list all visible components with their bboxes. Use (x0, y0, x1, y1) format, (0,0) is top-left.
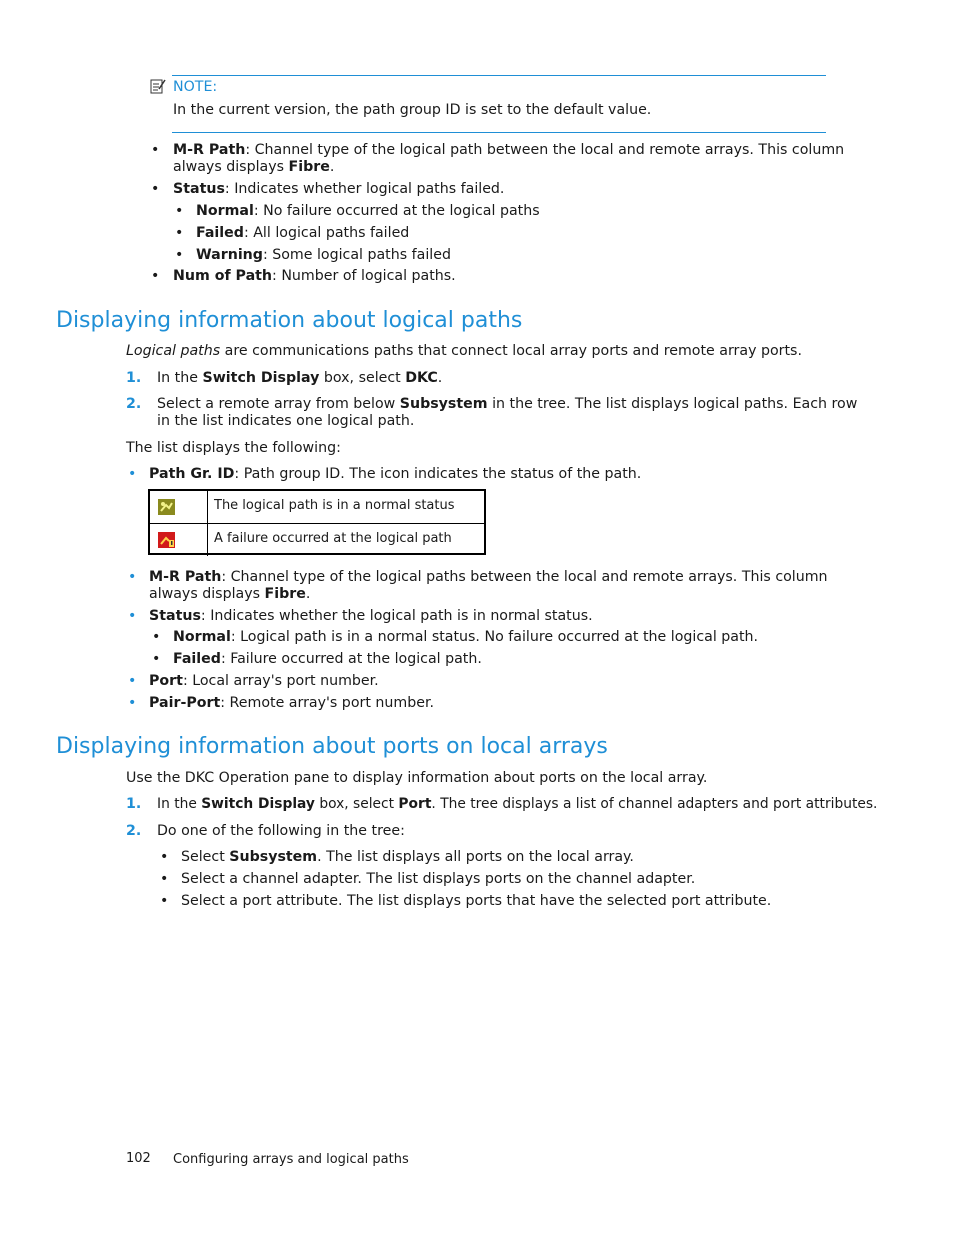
desc: : Indicates whether logical paths failed. (224, 181, 505, 197)
bullet: • (128, 569, 137, 585)
list-item-normal (196, 203, 540, 219)
ui-term: Subsystem (229, 849, 318, 865)
bullet: • (128, 608, 137, 624)
bullet: • (175, 225, 184, 241)
desc: : Failure occurred at the logical path. (220, 651, 482, 667)
bullet: • (160, 849, 169, 865)
list-item-mr-path (173, 142, 844, 158)
normal-path-icon (158, 499, 175, 515)
list-item-pair-port (149, 695, 434, 711)
term: M-R Path (149, 569, 222, 585)
desc: always displays (173, 159, 289, 175)
step-number: 1. (126, 796, 142, 812)
table-row (150, 491, 484, 524)
bullet: • (160, 871, 169, 887)
table-icon-cell (150, 524, 208, 556)
footer-chapter-title: Configuring arrays and logical paths (173, 1152, 409, 1167)
note-label: NOTE: (173, 79, 218, 95)
bullet: • (128, 695, 137, 711)
list-item-num-of-path (173, 268, 456, 284)
failed-path-icon (158, 532, 175, 548)
section2-sub1 (181, 849, 634, 865)
note-icon (150, 78, 166, 94)
bullet: • (160, 893, 169, 909)
desc: : Indicates whether the logical path is in normal status. (200, 608, 593, 624)
list-item-mr-path-2 (149, 569, 828, 585)
text: In the (157, 796, 202, 812)
table-cell-text: The logical path is in a normal status (214, 498, 455, 513)
bullet: • (175, 247, 184, 263)
ui-term: Switch Display (201, 796, 315, 812)
table-row (150, 524, 484, 556)
term: Status (173, 181, 225, 197)
list-item-mr-path-cont (173, 159, 334, 175)
section2-step1 (157, 796, 877, 812)
term: Num of Path (173, 268, 273, 284)
ui-term: Port (398, 796, 432, 812)
step-number: 2. (126, 823, 142, 839)
term: Normal (196, 203, 254, 219)
desc: . (305, 586, 311, 602)
term: Normal (173, 629, 231, 645)
path-status-table (148, 489, 486, 555)
desc: : Channel type of the logical path between the local and remote arrays. This column (245, 142, 845, 158)
section1-step2-cont: in the list indicates one logical path. (157, 413, 415, 429)
bullet: • (128, 673, 137, 689)
term: Path Gr. ID (149, 466, 235, 482)
text: Select a remote array from below (157, 396, 400, 412)
table-cell-text: A failure occurred at the logical path (214, 531, 452, 546)
bullet: • (151, 181, 160, 197)
desc: : Path group ID. The icon indicates the status of the path. (234, 466, 642, 482)
section-heading-logical-paths: Displaying information about logical paths (56, 308, 523, 333)
bullet: • (151, 268, 160, 284)
term: Pair-Port (149, 695, 221, 711)
text: box, select (314, 796, 399, 812)
section2-intro: Use the DKC Operation pane to display information about ports on the local array. (126, 770, 708, 786)
list-item-status-2 (149, 608, 593, 624)
bullet: • (152, 651, 161, 667)
section-heading-ports: Displaying information about ports on local arrays (56, 734, 608, 759)
page-number: 102 (126, 1151, 151, 1166)
term: Failed (173, 651, 221, 667)
term: Warning (196, 247, 263, 263)
term: Port (149, 673, 183, 689)
ui-term: DKC (405, 370, 438, 386)
section1-list-intro: The list displays the following: (126, 440, 341, 456)
desc: always displays (149, 586, 265, 602)
section1-step2 (157, 396, 857, 412)
table-icon-cell (150, 491, 208, 523)
term: M-R Path (173, 142, 246, 158)
bullet: • (128, 466, 137, 482)
section2-step2: Do one of the following in the tree: (157, 823, 405, 839)
note-top-rule (172, 75, 826, 76)
text: . The list displays all ports on the local array. (317, 849, 634, 865)
list-item-port (149, 673, 379, 689)
term: Fibre (288, 159, 330, 175)
bullet: • (175, 203, 184, 219)
desc: : Logical path is in a normal status. No failure occurred at the logical path. (230, 629, 759, 645)
desc: : Number of logical paths. (272, 268, 456, 284)
list-item-status (173, 181, 504, 197)
list-item-failed-2 (173, 651, 482, 667)
desc: . (329, 159, 335, 175)
text: in the tree. The list displays logical paths. Each row (487, 396, 858, 412)
section2-sub3: Select a port attribute. The list displays ports that have the selected port attribute. (181, 893, 772, 909)
list-item-path-gr-id (149, 466, 641, 482)
note-bottom-rule (172, 132, 826, 133)
desc: : All logical paths failed (243, 225, 410, 241)
bullet: • (151, 142, 160, 158)
text: . The tree displays a list of channel adapters and port attributes. (431, 796, 878, 812)
list-item-mr-path-2-cont (149, 586, 310, 602)
term: Fibre (264, 586, 306, 602)
text: Select (181, 849, 230, 865)
intro-text: are communications paths that connect local array ports and remote array ports. (220, 343, 802, 359)
bullet: • (152, 629, 161, 645)
note-text: In the current version, the path group ID is set to the default value. (173, 102, 652, 118)
desc: : No failure occurred at the logical paths (253, 203, 540, 219)
desc: : Local array's port number. (182, 673, 379, 689)
step-number: 1. (126, 370, 142, 386)
ui-term: Switch Display (202, 370, 320, 386)
text: In the (157, 370, 203, 386)
desc: : Remote array's port number. (220, 695, 434, 711)
section2-sub2: Select a channel adapter. The list displays ports on the channel adapter. (181, 871, 696, 887)
step-number: 2. (126, 396, 142, 412)
desc: : Channel type of the logical paths between the local and remote arrays. This column (221, 569, 828, 585)
section1-intro (126, 343, 802, 359)
section1-step1 (157, 370, 442, 386)
desc: : Some logical paths failed (262, 247, 451, 263)
term: Status (149, 608, 201, 624)
ui-term: Subsystem (399, 396, 488, 412)
text: box, select (319, 370, 406, 386)
list-item-warning (196, 247, 451, 263)
term: Failed (196, 225, 244, 241)
text: . (437, 370, 443, 386)
intro-term: Logical paths (126, 343, 221, 359)
list-item-failed (196, 225, 409, 241)
list-item-normal-2 (173, 629, 758, 645)
